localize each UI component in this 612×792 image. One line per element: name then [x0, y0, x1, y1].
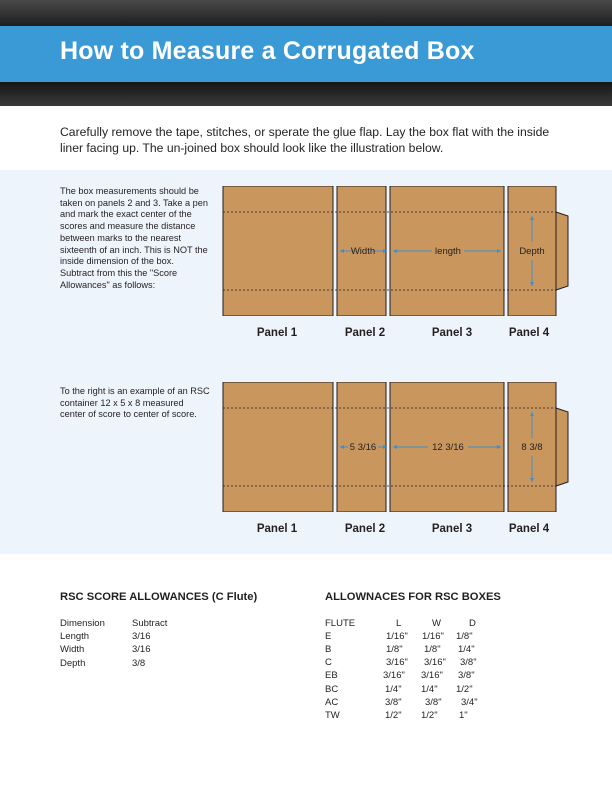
- flute-row-d: 1/8": [456, 631, 473, 642]
- panel-1-label: Panel 1: [256, 327, 298, 339]
- depth-label: Depth: [519, 246, 545, 257]
- page-title: How to Measure a Corrugated Box: [60, 37, 475, 65]
- glue-flap-shape: [556, 212, 568, 290]
- width-label: Width: [350, 246, 376, 257]
- flute-row-name: B: [325, 644, 332, 655]
- example-length-value: 12 3/16: [432, 442, 464, 453]
- flute-row-d: 3/4": [461, 697, 478, 708]
- box-example-svg: [220, 382, 572, 512]
- box-diagram-svg: [220, 186, 572, 316]
- flute-row-d: 1": [459, 710, 468, 721]
- box-diagram-measure: [220, 186, 572, 316]
- flute-row-l: 1/16": [386, 631, 408, 642]
- flute-row-name: AC: [325, 697, 339, 708]
- example-panel-1-label: Panel 1: [256, 523, 298, 535]
- length-label: length: [435, 246, 461, 257]
- panel-2-label: Panel 2: [344, 327, 386, 339]
- measurement-instructions: The box measurements should be taken on panels 2 and 3. Take a pen and mark the exact center of the scores and measure the distance between marks to the nearest sixteenth of an inch. This is NOT the inside dimension of the box. Subtract from this the "Score Allowances" as follows:: [60, 186, 208, 290]
- flute-row-w: 3/16": [424, 657, 446, 668]
- flute-row-d: 1/2": [456, 684, 473, 695]
- box-diagram-example: [220, 382, 572, 512]
- score-row-dimension: Depth: [60, 658, 86, 669]
- score-row-dimension: Length: [60, 631, 90, 642]
- flute-row-w: 1/4": [421, 684, 438, 695]
- flute-row-w: 1/8": [424, 644, 441, 655]
- bottom-dark-bar: [0, 82, 612, 106]
- flute-row-l: 3/16": [383, 670, 405, 681]
- flute-row-d: 1/4": [458, 644, 475, 655]
- flute-row-w: 1/16": [422, 631, 444, 642]
- example-panel-2-label: Panel 2: [344, 523, 386, 535]
- flute-header-w: W: [432, 618, 441, 629]
- intro-paragraph: Carefully remove the tape, stitches, or sperate the glue flap. Lay the box flat with the inside liner facing up. The un-joined box should look like the illustration below.: [60, 125, 550, 155]
- example-width-value: 5 3/16: [349, 442, 377, 453]
- panel-4-label: Panel 4: [508, 327, 550, 339]
- title-banner: [0, 26, 612, 82]
- flute-row-name: TW: [325, 710, 340, 721]
- panel-3-label: Panel 3: [431, 327, 473, 339]
- flute-row-name: E: [325, 631, 332, 642]
- example-description: To the right is an example of an RSC container 12 x 5 x 8 measured center of score to center of score.: [60, 386, 210, 420]
- top-dark-bar: [0, 0, 612, 26]
- flute-row-w: 1/2": [421, 710, 438, 721]
- score-row-subtract: 3/16: [132, 631, 151, 642]
- panel-1-shape: [223, 186, 333, 316]
- example-panel-4-label: Panel 4: [508, 523, 550, 535]
- score-row-dimension: Width: [60, 644, 85, 655]
- flute-row-d: 3/8": [458, 670, 475, 681]
- flute-row-name: BC: [325, 684, 339, 695]
- score-allowances-title: RSC SCORE ALLOWANCES (C Flute): [60, 591, 258, 603]
- score-row-subtract: 3/8: [132, 658, 146, 669]
- flute-row-l: 3/8": [385, 697, 402, 708]
- flute-row-name: EB: [325, 670, 338, 681]
- flute-allowances-title: ALLOWNACES FOR RSC BOXES: [325, 591, 501, 603]
- example-panel-1-shape: [223, 382, 333, 512]
- flute-header-d: D: [469, 618, 476, 629]
- example-glue-flap-shape: [556, 408, 568, 486]
- flute-row-w: 3/8": [425, 697, 442, 708]
- score-row-subtract: 3/16: [132, 644, 151, 655]
- flute-row-w: 3/16": [421, 670, 443, 681]
- example-panel-3-label: Panel 3: [431, 523, 473, 535]
- flute-row-l: 1/8": [386, 644, 403, 655]
- flute-header: FLUTE: [325, 618, 356, 629]
- score-header-dimension: Dimension: [60, 618, 105, 629]
- example-depth-value: 8 3/8: [521, 442, 543, 453]
- flute-row-d: 3/8": [460, 657, 477, 668]
- flute-row-l: 1/2": [385, 710, 402, 721]
- flute-header-l: L: [396, 618, 402, 629]
- flute-row-l: 3/16": [386, 657, 408, 668]
- score-header-subtract: Subtract: [132, 618, 168, 629]
- flute-row-name: C: [325, 657, 332, 668]
- flute-row-l: 1/4": [385, 684, 402, 695]
